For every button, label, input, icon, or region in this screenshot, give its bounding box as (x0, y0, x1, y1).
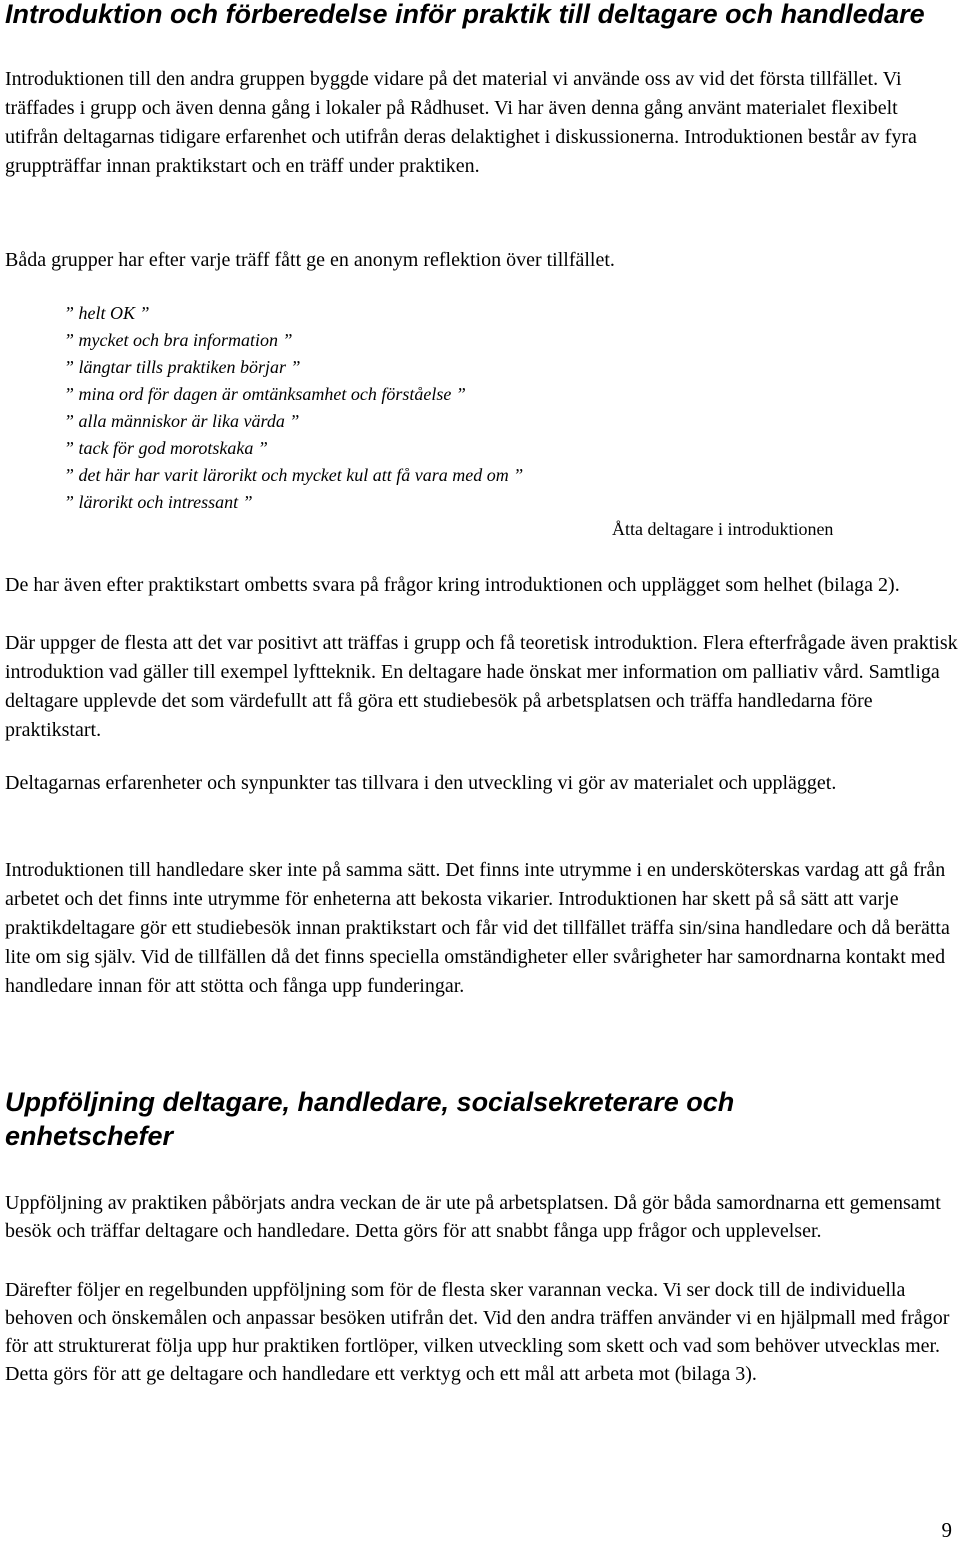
page-number: 9 (941, 1518, 952, 1542)
paragraph-followup-start: Uppföljning av praktiken påbörjats andra veckan de är ute på arbetsplatsen. Då gör båda samordnarna ett gemensamt besök och träffar deltagare och handledare. Detta görs för att snabbt fånga upp frågor och upplevelser. (5, 1192, 941, 1242)
quote-item: ” längtar tills praktiken börjar ” (64, 357, 301, 377)
section-heading-followup: Uppföljning deltagare, handledare, socialsekreterare och enhetschefer (5, 1087, 735, 1151)
paragraph-feedback-summary: Där uppger de flesta att det var positivt att träffas i grupp och få teoretisk introduktion. Flera efterfrågade även praktisk introduktion vad gäller till exempel lyftteknik. En deltagare hade önskat mer information om palliativ vård. Samtliga deltagare upplevde det som värdefullt att få göra ett studiebesök på arbetsplatsen och träffa handledarna före praktikstart. (5, 632, 958, 741)
paragraph-followup-regular: Därefter följer en regelbunden uppföljning som för de flesta sker varannan vecka. Vi ser dock till de individuella behoven och önskemålen och anpassar besöken utifrån det. Vid den andra träffen använder vi en hjälpmall med frågor för att strukturerat följa upp hur praktiken fortlöper, vilken utveckling som skett och vad som behöver utvecklas mer. Detta görs för att ge deltagare och handledare ett verktyg och ett mål att arbeta mot (bilaga 3). (5, 1279, 950, 1385)
quote-item: ” tack för god morotskaka ” (64, 438, 268, 458)
paragraph-intro: Introduktionen till den andra gruppen byggde vidare på det material vi använde oss av vid det första tillfället. Vi träffades i grupp och även denna gång i lokaler på Rådhuset. Vi har även denna gång använt materialet flexibelt utifrån deltagarnas tidigare erfarenhet och utifrån deras delaktighet i diskussionerna. Introduktionen består av fyra gruppträffar innan praktikstart och en träff under praktiken. (5, 68, 917, 177)
quote-item: ” alla människor är lika värda ” (64, 411, 300, 431)
quote-attribution: Åtta deltagare i introduktionen (612, 519, 834, 539)
section-heading-introduction: Introduktion och förberedelse inför praktik till deltagare och handledare (5, 0, 925, 29)
quote-item: ” helt OK ” (64, 303, 150, 323)
quote-item: ” mycket och bra information ” (64, 330, 293, 350)
paragraph-development: Deltagarnas erfarenheter och synpunkter tas tillvara i den utveckling vi gör av materialet och upplägget. (5, 772, 837, 794)
paragraph-supervisor-introduction: Introduktionen till handledare sker inte på samma sätt. Det finns inte utrymme i en undersköterskas vardag att gå från arbetet och det finns inte utrymme för enheterna att bekosta vikarier. Introduktionen har skett på så sätt att varje praktikdeltagare gör ett studiebesök innan praktikstart och får vid det tillfället träffa sin/sina handledare och då berätta lite om sig själv. Vid de tillfällen då det finns speciella omständigheter eller svårigheter har samordnarna kontakt med handledare innan för att stötta och fånga upp funderingar. (5, 859, 950, 997)
quote-item: ” det här har varit lärorikt och mycket kul att få vara med om ” (64, 465, 524, 485)
quote-item: ” mina ord för dagen är omtänksamhet och förståelse ” (64, 384, 466, 404)
quote-item: ” lärorikt och intressant ” (64, 492, 253, 512)
paragraph-questionnaire: De har även efter praktikstart ombetts svara på frågor kring introduktionen och upplägget som helhet (bilaga 2). (5, 574, 900, 596)
paragraph-reflection: Båda grupper har efter varje träff fått ge en anonym reflektion över tillfället. (5, 249, 615, 271)
quote-list (64, 300, 523, 516)
